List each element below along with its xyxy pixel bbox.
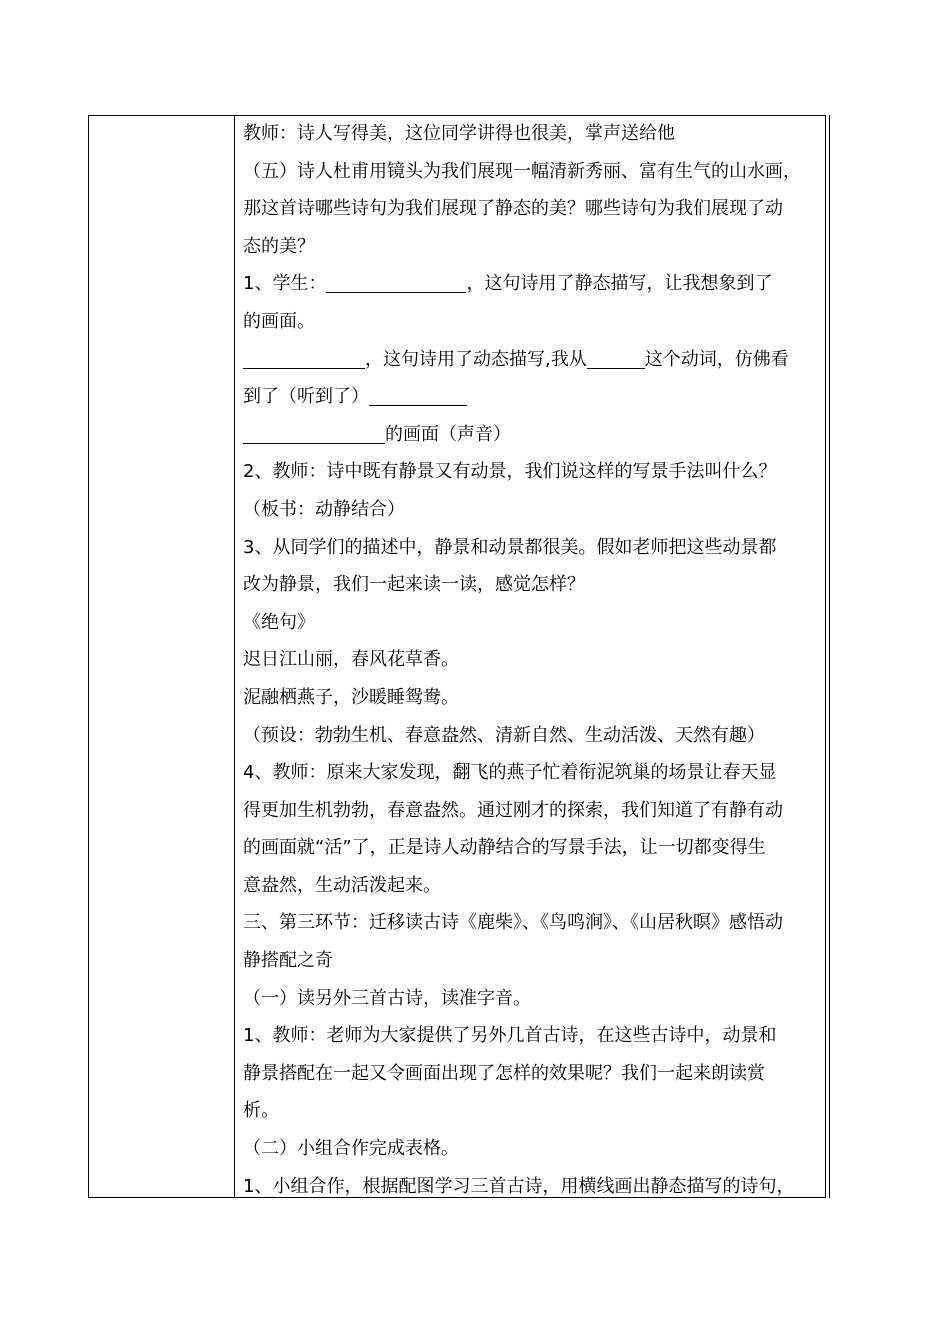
text-line: （一）读另外三首古诗，读准字音。 xyxy=(243,987,531,1009)
blank-underline xyxy=(369,383,467,406)
fill-line-seen xyxy=(243,378,825,416)
blank-underline xyxy=(326,270,466,293)
text-line: 意盎然，生动活泼起来。 xyxy=(243,874,441,896)
dynamic-end: 这个动词，仿佛看 xyxy=(644,348,789,370)
text-line: （二）小组合作完成表格。 xyxy=(243,1138,459,1160)
text-line: 3、从同学们的描述中，静景和动景都很美。假如老师把这些动景都 xyxy=(243,536,777,558)
text-line: 静搭配之奇 xyxy=(243,950,333,972)
text-line: （预设：勃勃生机、春意盎然、清新自然、生动活泼、天然有趣） xyxy=(243,724,765,746)
text-line: 那这首诗哪些诗句为我们展现了静态的美？哪些诗句为我们展现了动 xyxy=(243,198,783,220)
fill-line-scene xyxy=(243,416,825,454)
poem-line: 迟日江山丽，春风花草香。 xyxy=(243,649,459,671)
text-line: 得更加生机勃勃，春意盎然。通过刚才的探索，我们知道了有静有动 xyxy=(243,799,783,821)
scene-suffix: 的画面（声音） xyxy=(385,423,511,445)
seen-prefix: 到了（听到了） xyxy=(243,386,369,408)
text-line: 4、教师：原来大家发现，翻飞的燕子忙着衔泥筑巢的场景让春天显 xyxy=(243,762,777,784)
text-line: 的画面。 xyxy=(243,310,315,332)
blank-underline xyxy=(587,346,645,369)
static-suffix: ，这句诗用了静态描写，让我想象到了 xyxy=(466,273,773,295)
right-column-cell xyxy=(235,116,825,1197)
text-line: 教师：诗人写得美，这位同学讲得也很美，掌声送给他 xyxy=(243,123,675,144)
text-line: （五）诗人杜甫用镜头为我们展现一幅清新秀丽、富有生气的山水画， xyxy=(243,160,801,182)
section-heading: 三、第三环节：迁移读古诗《鹿柴》、《鸟鸣涧》、《山居秋暝》感悟动 xyxy=(243,912,783,934)
table-outer-edge xyxy=(829,115,830,1198)
left-column-cell xyxy=(89,116,235,1197)
text-line: 1、小组合作，根据配图学习三首古诗，用横线画出静态描写的诗句， xyxy=(243,1175,795,1197)
text-line: （板书：动静结合） xyxy=(243,498,405,520)
fill-line-dynamic xyxy=(243,341,825,379)
lesson-table xyxy=(88,115,826,1198)
text-line: 的画面就“活”了，正是诗人动静结合的写景手法，让一切都变得生 xyxy=(243,837,766,859)
text-line: 态的美？ xyxy=(243,235,315,257)
blank-underline xyxy=(243,346,365,369)
text-line: 析。 xyxy=(243,1100,279,1122)
student-prefix: 1、学生： xyxy=(243,273,327,295)
text-line: 改为静景，我们一起来读一读，感觉怎样？ xyxy=(243,574,585,596)
blank-underline xyxy=(243,421,385,444)
dynamic-mid: ，这句诗用了动态描写,我从 xyxy=(365,348,587,370)
poem-line: 泥融栖燕子，沙暖睡鸳鸯。 xyxy=(243,686,459,708)
text-line: 1、教师：老师为大家提供了另外几首古诗，在这些古诗中，动景和 xyxy=(243,1025,777,1047)
fill-line-static xyxy=(243,265,825,303)
lesson-content xyxy=(243,116,825,1197)
text-line: 静景搭配在一起又令画面出现了怎样的效果呢？我们一起来朗读赏 xyxy=(243,1062,765,1084)
poem-title: 《绝句》 xyxy=(243,611,315,633)
text-line: 2、教师：诗中既有静景又有动景，我们说这样的写景手法叫什么？ xyxy=(243,461,777,483)
